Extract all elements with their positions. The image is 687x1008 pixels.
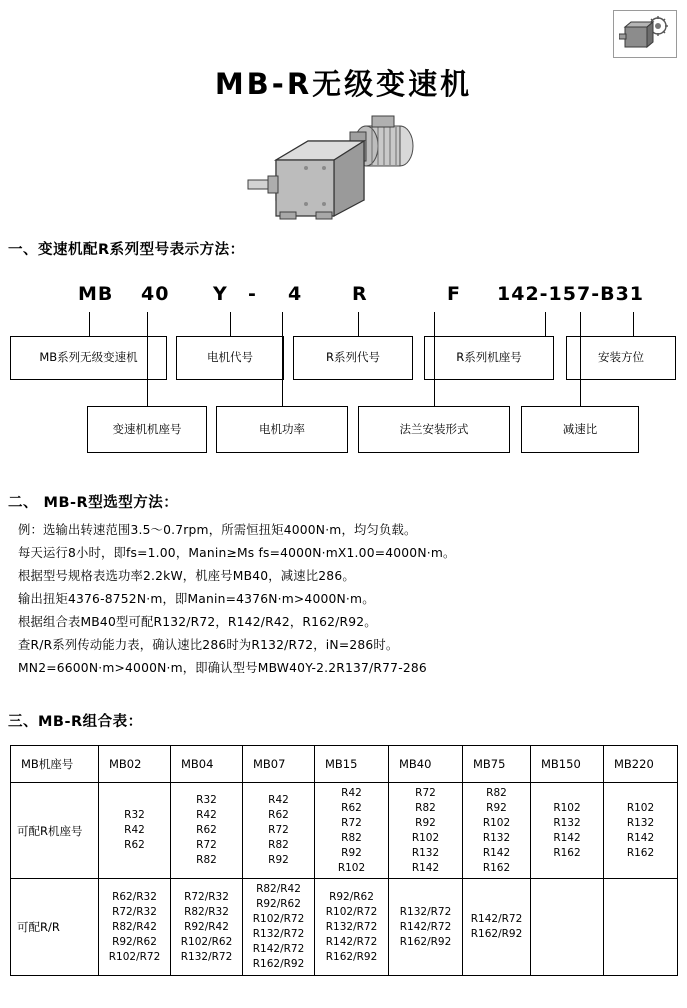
method-line-3: 根据型号规格表选功率2.2kW，机座号MB40，减速比286。	[18, 569, 355, 583]
cell-entry: R102/R62	[180, 935, 233, 948]
cell-entry: R102	[411, 831, 440, 844]
cell-entry: R32	[124, 809, 145, 822]
table-col-mb220: MB220	[604, 746, 678, 783]
legend-box-gear-frame-number	[87, 406, 207, 453]
cell-entry: R132/R72	[180, 950, 233, 963]
connector-r	[358, 312, 359, 336]
legend-box-flange-mount-type	[358, 406, 510, 453]
cell-entry: R102	[337, 861, 366, 874]
cell-entry: R92/R62	[329, 890, 374, 903]
cell-entry: R62	[268, 809, 289, 822]
combination-table	[10, 745, 678, 976]
legend-box-mb-series	[10, 336, 167, 380]
legend-label: 电机代号	[207, 350, 253, 365]
table-col-mb40: MB40	[389, 746, 463, 783]
cell-r-frame-mb07	[243, 783, 315, 879]
cell-entry: R72	[196, 839, 217, 852]
row-label-rr: 可配R/R	[11, 879, 99, 975]
cell-entry: R82	[486, 787, 507, 799]
cell-r-frame-mb04	[171, 783, 243, 879]
table-col-mb04: MB04	[171, 746, 243, 783]
cell-entry: R42	[196, 809, 217, 822]
legend-label: 减速比	[562, 421, 598, 436]
cell-rr-mb220	[604, 879, 678, 975]
cell-entry: R82/R42	[112, 920, 157, 933]
cell-entry: R32	[196, 794, 217, 807]
connector-motor-power	[282, 312, 283, 406]
cell-entry: R132/R72	[252, 928, 305, 941]
cell-entry: R132	[411, 846, 440, 859]
cell-entry: R82	[196, 854, 217, 867]
legend-label: 安装方位	[598, 350, 644, 365]
legend-box-r-series-code	[293, 336, 413, 380]
cell-entry: R142/R72	[470, 913, 523, 926]
cell-rr-mb150	[531, 879, 604, 975]
cell-entry: R92	[341, 846, 362, 859]
cell-r-frame-mb15	[315, 783, 389, 879]
connector-reduction-ratio	[580, 312, 581, 406]
code-token-r: R	[352, 283, 368, 305]
connector-mb	[89, 312, 90, 336]
cell-r-frame-mb40	[389, 783, 463, 879]
table-header-row	[11, 746, 678, 783]
connector-frame-number	[147, 312, 148, 406]
section-heading-1: 一、变速机配R系列型号表示方法：	[8, 242, 245, 258]
cell-rr-mb07	[243, 879, 315, 975]
cell-entry: R42	[124, 824, 145, 837]
legend-label: R系列机座号	[456, 350, 522, 365]
legend-label: 法兰安装形式	[399, 421, 469, 436]
code-token-4: 4	[288, 283, 303, 305]
section-heading-3: 三、MB-R组合表：	[8, 714, 143, 730]
cell-entry: R92/R42	[184, 920, 229, 933]
legend-box-mounting-position	[566, 336, 676, 380]
section-heading-2: 二、 MB-R型选型方法：	[8, 495, 179, 511]
cell-entry: R142	[411, 861, 440, 874]
cell-entry: R82/R32	[184, 905, 229, 918]
legend-label: R系列代号	[326, 350, 380, 365]
cell-entry: R102/R72	[252, 913, 305, 926]
cell-r-frame-mb150	[531, 783, 604, 879]
code-token-dash: -	[248, 283, 257, 305]
cell-entry: R82	[268, 839, 289, 852]
cell-entry: R102	[626, 801, 655, 814]
cell-rr-mb15	[315, 879, 389, 975]
cell-entry: R92	[268, 854, 289, 867]
cell-entry: R42	[268, 794, 289, 807]
cell-rr-mb40	[389, 879, 463, 975]
cell-r-frame-mb220	[604, 783, 678, 879]
code-token-40: 40	[141, 283, 170, 305]
gearbox-logo-icon	[619, 15, 671, 53]
legend-label: MB系列无级变速机	[39, 350, 138, 365]
method-line-5: 根据组合表MB40型可配R132/R72，R142/R42，R162/R92。	[18, 615, 377, 629]
table-col-mb02: MB02	[99, 746, 171, 783]
cell-entry: R142/R72	[399, 920, 452, 933]
cell-entry: R162	[626, 846, 655, 859]
cell-entry: R162/R92	[252, 957, 305, 970]
cell-entry: R162	[482, 861, 511, 874]
row-label-r-frame: 可配R机座号	[11, 783, 99, 879]
cell-entry: R62/R32	[112, 890, 157, 903]
page-title: MB-R无级变速机	[214, 67, 473, 101]
table-col-mb75: MB75	[463, 746, 531, 783]
cell-rr-mb04	[171, 879, 243, 975]
cell-entry: R72/R32	[112, 905, 157, 918]
legend-box-r-frame-number	[424, 336, 554, 380]
cell-entry: R62	[196, 824, 217, 837]
company-logo	[613, 10, 677, 58]
cell-entry: R62	[124, 839, 145, 852]
cell-entry: R92	[486, 801, 507, 814]
cell-entry: R72	[415, 787, 436, 799]
cell-entry: R102/R72	[325, 905, 378, 918]
method-line-7: MN2=6600N·m>4000N·m，即确认型号MBW40Y-2.2R137/R77-286	[18, 661, 427, 675]
cell-entry: R92/R62	[256, 898, 301, 911]
connector-y	[230, 312, 231, 336]
method-line-6: 查R/R系列传动能力表，确认速比286时为R132/R72，iN=286时。	[18, 638, 399, 652]
cell-rr-mb75	[463, 879, 531, 975]
cell-entry: R72/R32	[184, 890, 229, 903]
cell-rr-mb02	[99, 879, 171, 975]
table-corner-label: MB机座号	[11, 746, 99, 783]
legend-box-motor-power	[216, 406, 348, 453]
cell-entry: R102	[482, 816, 511, 829]
cell-entry: R162	[553, 846, 581, 859]
code-token-y: Y	[213, 283, 228, 305]
code-token-f: F	[447, 283, 461, 305]
cell-r-frame-mb02	[99, 783, 171, 879]
cell-entry: R72	[268, 824, 289, 837]
connector-series-frame	[545, 312, 546, 336]
cell-entry: R42	[341, 787, 362, 799]
cell-entry: R102	[553, 801, 581, 814]
connector-mount	[633, 312, 634, 336]
cell-entry: R162/R92	[470, 928, 523, 941]
cell-entry: R132	[482, 831, 511, 844]
cell-entry: R142	[553, 831, 581, 844]
code-token-ratio: 142-157-B31	[497, 283, 645, 305]
cell-entry: R92	[415, 816, 436, 829]
table-row	[11, 783, 678, 879]
cell-entry: R82	[341, 831, 362, 844]
cell-entry: R62	[341, 801, 362, 814]
cell-entry: R132	[553, 816, 581, 829]
model-code-row	[0, 283, 687, 311]
code-token-mb: MB	[78, 283, 114, 305]
cell-r-frame-mb75	[463, 783, 531, 879]
table-col-mb150: MB150	[531, 746, 604, 783]
cell-entry: R142/R72	[325, 935, 378, 948]
cell-entry: R142	[626, 831, 655, 844]
cell-entry: R92/R62	[112, 935, 157, 948]
connector-flange	[434, 312, 435, 406]
cell-entry: R72	[341, 816, 362, 829]
legend-label: 变速机机座号	[112, 421, 182, 436]
product-illustration	[246, 108, 436, 223]
table-col-mb15: MB15	[315, 746, 389, 783]
table-col-mb07: MB07	[243, 746, 315, 783]
legend-box-motor-code	[176, 336, 284, 380]
legend-label: 电机功率	[259, 421, 305, 436]
legend-box-reduction-ratio	[521, 406, 639, 453]
table-row	[11, 879, 678, 975]
cell-entry: R142/R72	[252, 943, 305, 956]
method-line-4: 输出扭矩4376-8752N·m，即Manin=4376N·m>4000N·m。	[18, 592, 375, 606]
cell-entry: R162/R92	[399, 935, 452, 948]
cell-entry: R132/R72	[399, 905, 452, 918]
cell-entry: R132/R72	[325, 920, 378, 933]
cell-entry: R102/R72	[108, 950, 161, 963]
cell-entry: R82	[415, 801, 436, 814]
cell-entry: R132	[626, 816, 655, 829]
cell-entry: R162/R92	[325, 950, 378, 963]
cell-entry: R142	[482, 846, 511, 859]
method-line-1: 例：选输出转速范围3.5～0.7rpm，所需恒扭矩4000N·m，均匀负载。	[18, 523, 417, 537]
method-line-2: 每天运行8小时，即fs=1.00，Manin≥Ms fs=4000N·mX1.00=4000N·m。	[18, 546, 456, 560]
cell-entry: R82/R42	[256, 883, 301, 896]
